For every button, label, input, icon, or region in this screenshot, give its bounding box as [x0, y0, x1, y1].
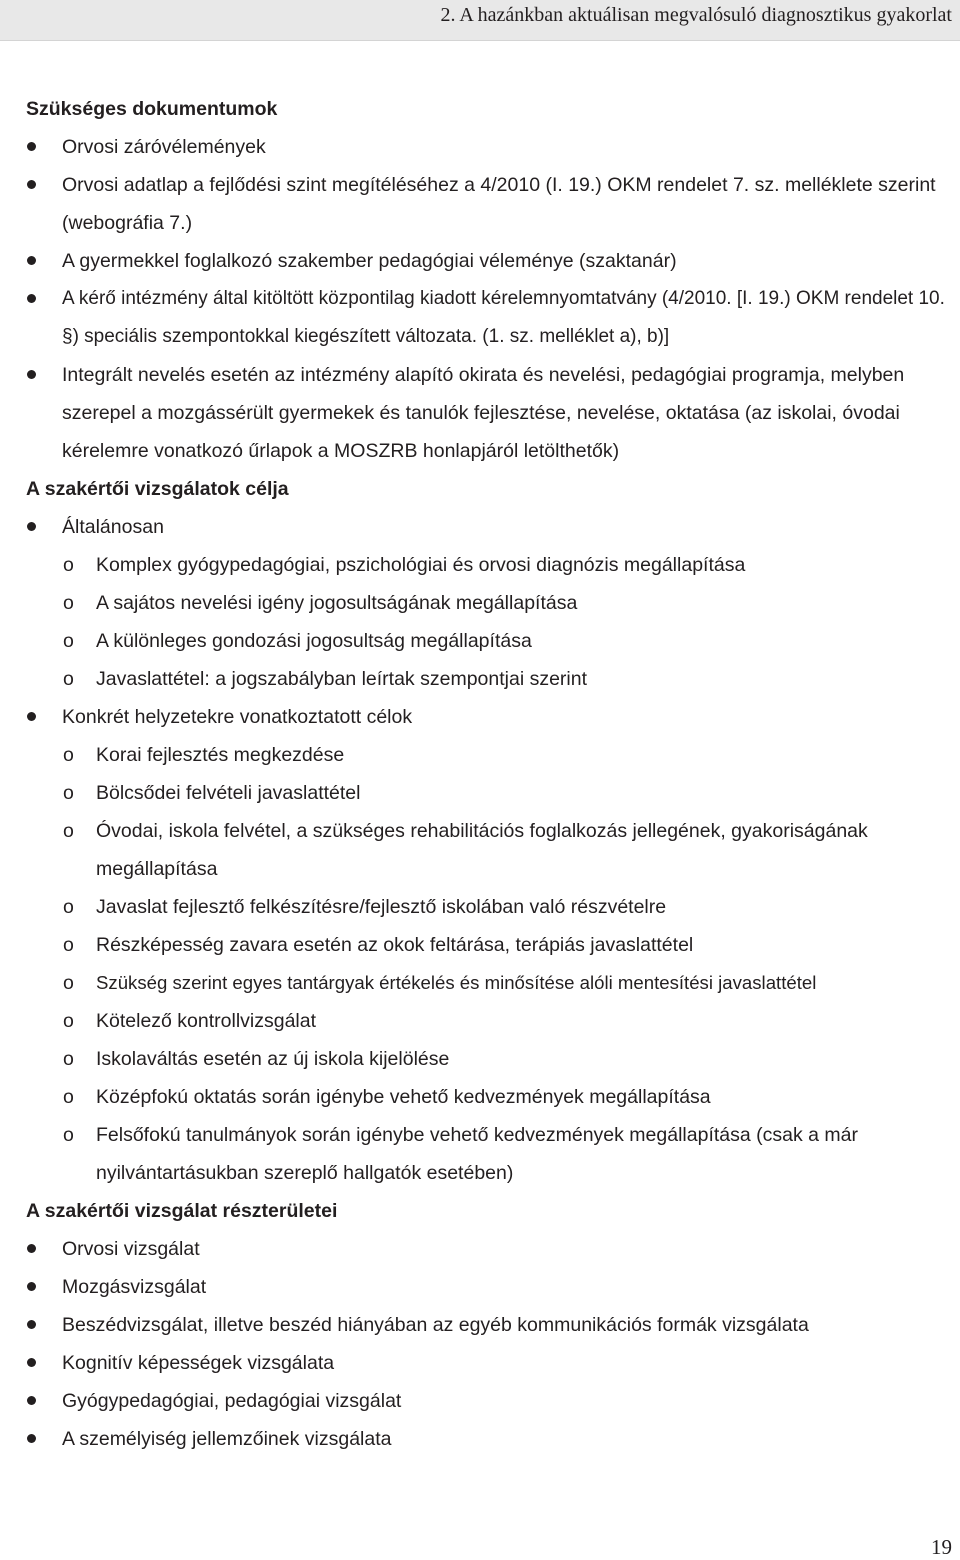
list-item: Konkrét helyzetekre vonatkoztatott célok [26, 698, 958, 736]
bullet-icon [27, 370, 36, 379]
sub-list-item: o A sajátos nevelési igény jogosultságának megállapítása [26, 584, 958, 622]
circle-marker-icon: o [63, 1048, 74, 1070]
circle-marker-icon: o [63, 972, 74, 994]
goals-list [26, 508, 958, 1192]
list-item: Kognitív képességek vizsgálata [26, 1344, 958, 1382]
circle-marker-icon: o [63, 668, 74, 690]
list-item: A személyiség jellemzőinek vizsgálata [26, 1420, 958, 1458]
circle-marker-icon: o [63, 630, 74, 652]
documents-list [26, 128, 958, 470]
sub-list-item: o Szükség szerint egyes tantárgyak értékelés és minősítése alóli mentesítési javaslattétel [26, 964, 958, 1002]
list-item: A gyermekkel foglalkozó szakember pedagógiai véleménye (szaktanár) [26, 242, 958, 280]
circle-marker-icon: o [63, 1086, 74, 1108]
section-title-subareas: A szakértői vizsgálat részterületei [26, 1200, 338, 1222]
list-item: Orvosi vizsgálat [26, 1230, 958, 1268]
bullet-icon [27, 1434, 36, 1443]
bullet-icon [27, 1396, 36, 1405]
list-item: Beszédvizsgálat, illetve beszéd hiányában az egyéb kommunikációs formák vizsgálata [26, 1306, 958, 1344]
list-item: A kérő intézmény által kitöltött központilag kiadott kérelemnyomtatvány (4/2010. [I. 19.) OKM rendelet 10. §) speciális szempontokkal kiegészített változata. (1. sz. melléklet a), b)] [26, 280, 958, 356]
running-header [0, 0, 960, 41]
bullet-icon [27, 256, 36, 265]
bullet-icon [27, 1358, 36, 1367]
bullet-icon [27, 1282, 36, 1291]
list-item: Orvosi adatlap a fejlődési szint megítéléséhez a 4/2010 (I. 19.) OKM rendelet 7. sz. melléklete szerint (webográfia 7.) [26, 166, 958, 242]
circle-marker-icon: o [63, 1010, 74, 1032]
circle-marker-icon: o [63, 896, 74, 918]
sub-list-item: o Felsőfokú tanulmányok során igénybe vehető kedvezmények megállapítása (csak a már nyilvántartásukban szereplő hallgatók esetében) [26, 1116, 958, 1192]
list-item: Mozgásvizsgálat [26, 1268, 958, 1306]
list-item: Integrált nevelés esetén az intézmény alapító okirata és nevelési, pedagógiai programja, melyben szerepel a mozgássérült gyermekek és tanulók fejlesztése, nevelése, oktatása (az iskolai, óvodai kérelemre vonatkozó űrlapok a MOSZRB honlapjáról letölthetők) [26, 356, 958, 470]
bullet-icon [27, 142, 36, 151]
page-content [26, 90, 958, 1458]
bullet-icon [27, 712, 36, 721]
list-item: Általánosan [26, 508, 958, 546]
sub-list-item: o Kötelező kontrollvizsgálat [26, 1002, 958, 1040]
sub-list-item: o Óvodai, iskola felvétel, a szükséges rehabilitációs foglalkozás jellegének, gyakoriságának megállapítása [26, 812, 958, 888]
circle-marker-icon: o [63, 934, 74, 956]
circle-marker-icon: o [63, 554, 74, 576]
sub-list-item: o Középfokú oktatás során igénybe vehető kedvezmények megállapítása [26, 1078, 958, 1116]
page-number: 19 [931, 1535, 952, 1559]
sub-list-item: o Korai fejlesztés megkezdése [26, 736, 958, 774]
sub-list-item: o Komplex gyógypedagógiai, pszichológiai és orvosi diagnózis megállapítása [26, 546, 958, 584]
sub-list-item: o Javaslattétel: a jogszabályban leírtak szempontjai szerint [26, 660, 958, 698]
running-header-title: 2. A hazánkban aktuálisan megvalósuló diagnosztikus gyakorlat [440, 4, 952, 26]
sub-list-item: o Bölcsődei felvételi javaslattétel [26, 774, 958, 812]
circle-marker-icon: o [63, 744, 74, 766]
bullet-icon [27, 180, 36, 189]
sub-list-item: o Javaslat fejlesztő felkészítésre/fejlesztő iskolában való részvételre [26, 888, 958, 926]
bullet-icon [27, 1320, 36, 1329]
circle-marker-icon: o [63, 782, 74, 804]
circle-marker-icon: o [63, 592, 74, 614]
circle-marker-icon: o [63, 1124, 74, 1146]
sub-list-item: o Iskolaváltás esetén az új iskola kijelölése [26, 1040, 958, 1078]
section-title-documents: Szükséges dokumentumok [26, 98, 278, 120]
list-item: Gyógypedagógiai, pedagógiai vizsgálat [26, 1382, 958, 1420]
subareas-list [26, 1230, 958, 1458]
bullet-icon [27, 294, 36, 303]
bullet-icon [27, 1244, 36, 1253]
circle-marker-icon: o [63, 820, 74, 842]
sub-list-item: o A különleges gondozási jogosultság megállapítása [26, 622, 958, 660]
bullet-icon [27, 522, 36, 531]
section-title-goals: A szakértői vizsgálatok célja [26, 478, 289, 500]
sub-list-item: o Részképesség zavara esetén az okok feltárása, terápiás javaslattétel [26, 926, 958, 964]
list-item: Orvosi záróvélemények [26, 128, 958, 166]
